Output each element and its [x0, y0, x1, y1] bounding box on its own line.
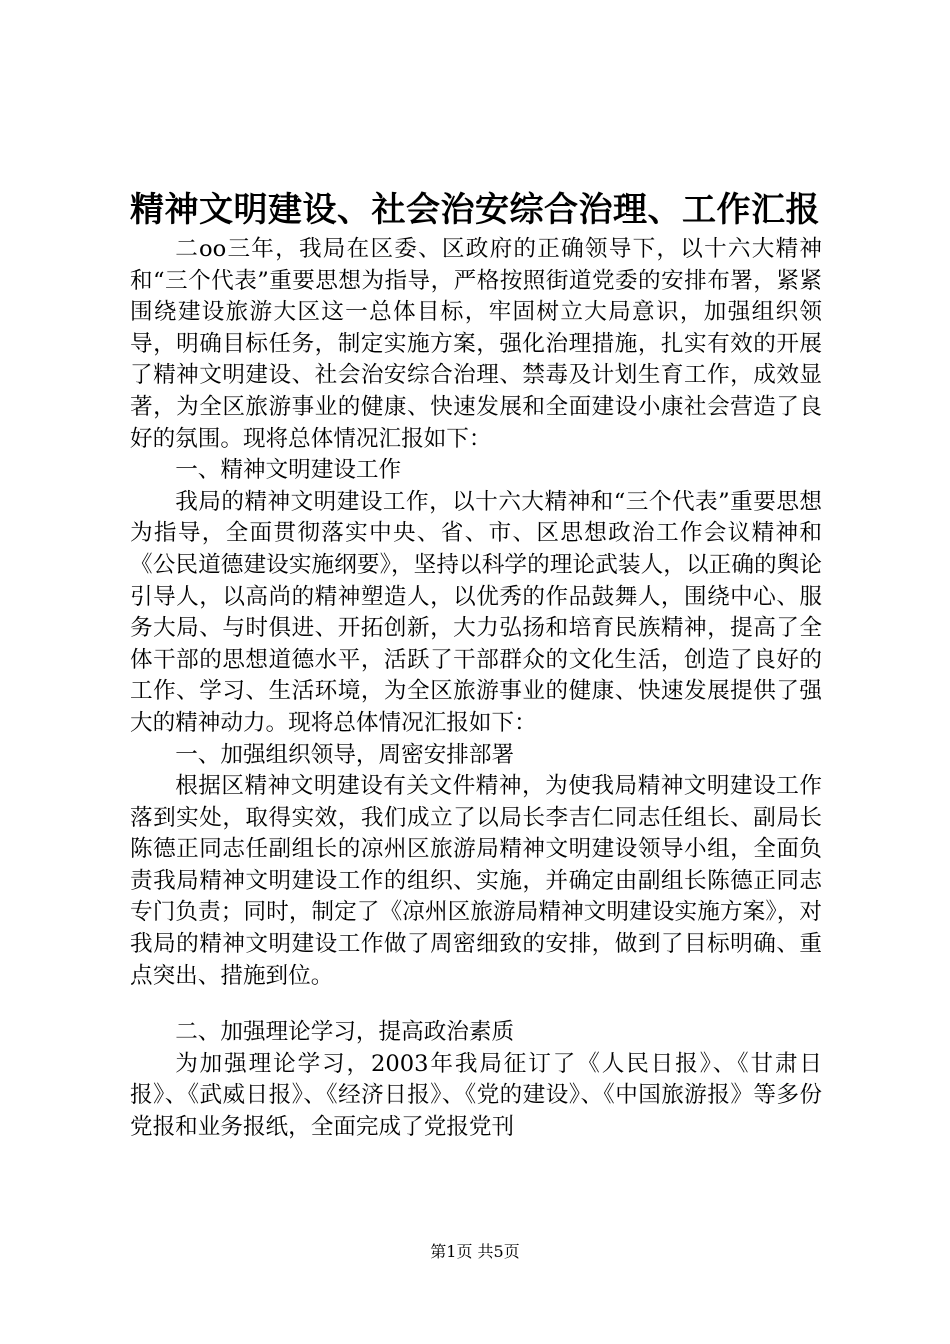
document-body	[130, 234, 822, 1144]
section-heading-organization: 一、加强组织领导，周密安排部署	[175, 741, 515, 768]
section-heading-spiritual-civilization: 一、精神文明建设工作	[175, 457, 402, 484]
body-paragraph-spiritual-civilization: 我局的精神文明建设工作，以十六大精神和“三个代表”重要思想为指导，全面贯彻落实中央、省、市、区思想政治工作会议精神和《公民道德建设实施纲要》，坚持以科学的理论武装人，以正确的舆论引导人，以高尚的精神塑造人，以优秀的作品鼓舞人，围绕中心、服务大局、与时俱进、开拓创新，大力弘扬和培育民族精神，提高了全体干部的思想道德水平，活跃了干部群众的文化生活，创造了良好的工作、学习、生活环境，为全区旅游事业的健康、快速发展提供了强大的精神动力。现将总体情况汇报如下：	[130, 488, 822, 736]
page-number: 第1页 共5页	[430, 1242, 520, 1261]
body-paragraph-theory-study: 为加强理论学习，2003年我局征订了《人民日报》、《甘肃日报》、《武威日报》、《经济日报》、《党的建设》、《中国旅游报》等多份党报和业务报纸，全面完成了党报党刊	[130, 1050, 822, 1141]
body-paragraph-organization: 根据区精神文明建设有关文件精神，为使我局精神文明建设工作落到实处，取得实效，我们成立了以局长李吉仁同志任组长、副局长陈德正同志任副组长的凉州区旅游局精神文明建设领导小组，全面负责我局精神文明建设工作的组织、实施，并确定由副组长陈德正同志专门负责；同时，制定了《凉州区旅游局精神文明建设实施方案》，对我局的精神文明建设工作做了周密细致的安排，做到了目标明确、重点突出、措施到位。	[130, 773, 822, 989]
document-title: 精神文明建设、社会治安综合治理、工作汇报	[130, 190, 820, 230]
intro-paragraph: 二oo三年，我局在区委、区政府的正确领导下，以十六大精神和“三个代表”重要思想为指导，严格按照街道党委的安排布署，紧紧围绕建设旅游大区这一总体目标，牢固树立大局意识，加强组织领导，明确目标任务，制定实施方案，强化治理措施，扎实有效的开展了精神文明建设、社会治安综合治理、禁毒及计划生育工作，成效显著，为全区旅游事业的健康、快速发展和全面建设小康社会营造了良好的氛围。现将总体情况汇报如下：	[130, 236, 822, 452]
section-heading-theory-study: 二、加强理论学习，提高政治素质	[175, 1019, 515, 1046]
